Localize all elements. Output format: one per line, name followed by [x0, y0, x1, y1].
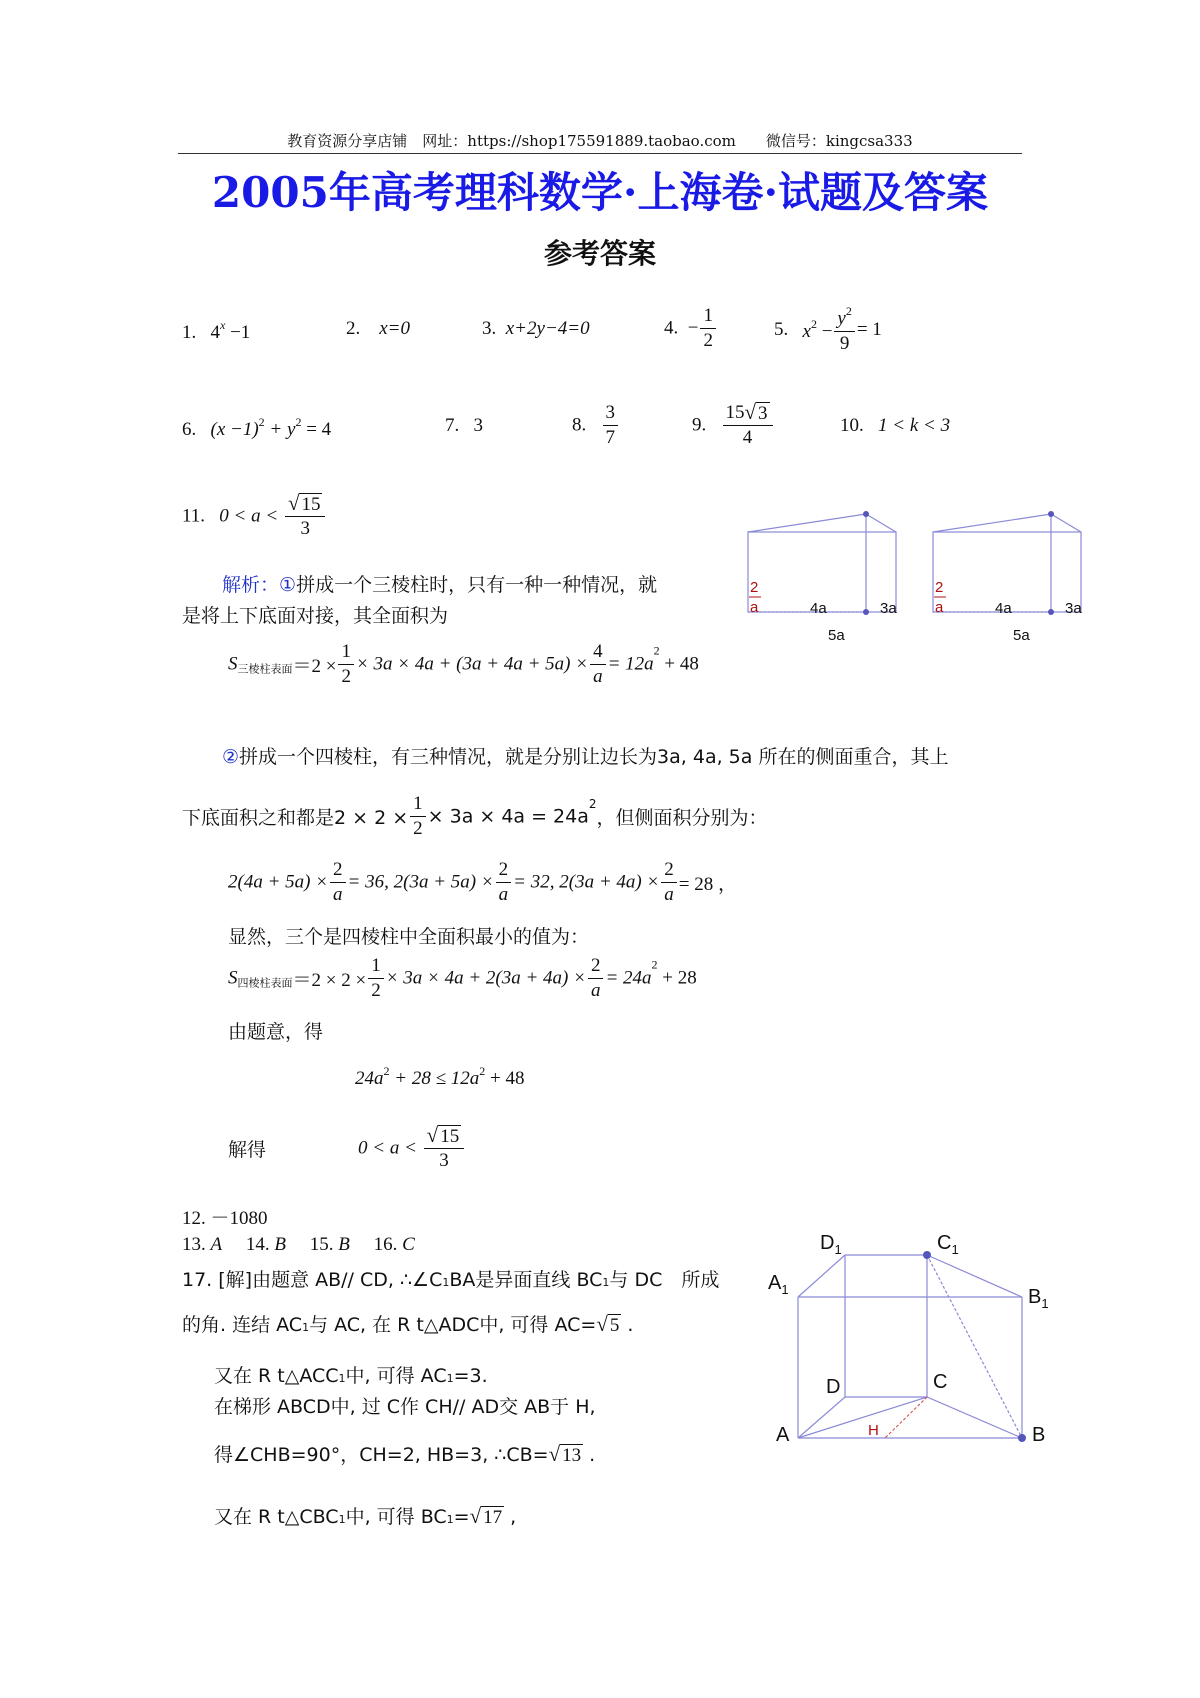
solution11-line4: 下底面积之和都是2 × 2 × $\frac{1}{2}$ × $3a \times 4a = 24a^2$，但侧面积分别为： [182, 793, 768, 839]
label-B: B [1032, 1424, 1046, 1445]
answer-6: 6. $(x -1)^2 + y^2 = 4$ [182, 415, 332, 440]
solution11-line5: 显然，三个是四棱柱中全面积最小的值为： [228, 926, 590, 948]
solution17-line2: 的角. 连结 AC1与 AC, 在 R t△ADC中, 可得 AC= √ 5 . [182, 1312, 634, 1337]
label-C: C [933, 1371, 948, 1393]
answer-12: 12. －1080 [182, 1208, 268, 1229]
label-D: D [826, 1376, 841, 1398]
answer-9: 9. 15 √ 3 4 [692, 401, 775, 450]
answer-4: 4. − $\frac{1}{2}$ [664, 304, 718, 353]
header-text: 教育资源分享店铺 网址：https://shop175591889.taobao.com 微信号：kingcsa333 [287, 132, 913, 150]
prism2-label-a: a [935, 599, 944, 616]
formula-lateral-areas: 2(4a + 5a) × $\frac{2}{a}$ = 36, 2(3a + 5a) × $\frac{2}{a}$ = 32, 2(3a + 4a) × $\frac{2}{a}$ = 28 ， [228, 859, 738, 905]
formula-inequality: $24a^2 + 28 \le 12a^2 + 48$ [355, 1064, 525, 1089]
solution17-line3: 又在 R t△ACC1中, 可得 AC1=3. [214, 1365, 488, 1387]
prism2-label-5a: 5a [1013, 627, 1030, 644]
solution17-line6: 又在 R t△CBC1中, 可得 BC1= √ 17 , [214, 1504, 517, 1529]
label-C1: $C_1$ [937, 1232, 959, 1257]
solution11-line3: ②拼成一个四棱柱，有三种情况，就是分别让边长为3a, 4a, 5a 所在的侧面重合，其上 [222, 746, 949, 768]
formula-solution: 解得 0 < a < √ 15 3 [228, 1124, 466, 1173]
label-A: A [776, 1424, 790, 1445]
prism-figure [740, 500, 1100, 660]
answer-5: 5. $x^2$ − $\frac{y^2}{9}$ = 1 [774, 304, 882, 354]
formula-s-quadrangular-prism: $S_{四棱柱表面}=2 \times 2$ × $\frac{1}{2}$ × 3a × 4a + 2(3a + 4a) × $\frac{2}{a}$ = $24a^2 + 28$ [228, 955, 697, 1001]
label-D1: $D_1$ [820, 1232, 842, 1257]
prism2-label-4a: 4a [995, 600, 1012, 617]
label-H: H [868, 1422, 879, 1439]
solution17-line5: 得∠CHB=90°，CH=2, HB=3, ∴CB= √ 13 . [214, 1442, 596, 1467]
answers-13-16: 13. A 14. B 15. B 16. C [182, 1234, 415, 1255]
solution11-line1: 解析：①拼成一个三棱柱时，只有一种一种情况，就 [222, 574, 658, 596]
solution17-line4: 在梯形 ABCD中, 过 C作 CH// AD交 AB于 H, [214, 1396, 596, 1418]
prism2-label-2: 2 [935, 579, 944, 596]
label-A1: $A_1$ [768, 1272, 789, 1297]
page-subtitle: 参考答案 [543, 237, 656, 270]
page-title: 2005年高考理科数学·上海卷·试题及答案 [211, 168, 989, 217]
solid-figure [760, 1225, 1090, 1445]
answer-3: 3. x+2y−4=0 [482, 318, 590, 339]
answer-1: 1. 4$^x$ −1 [182, 318, 251, 343]
prism1-label-2: 2 [750, 579, 759, 596]
label-B1: $B_1$ [1028, 1286, 1049, 1311]
answer-11: 11. 0 < a < √ 15 3 [182, 492, 327, 541]
formula-s-triangular-prism: $S_{三棱柱表面}=2$ × $\frac{1}{2}$ × 3a × 4a + (3a + 4a + 5a) × $\frac{4}{a}$ = $12a^2 + 48$ [228, 641, 699, 687]
solution11-line6: 由题意，得 [228, 1021, 324, 1043]
header-rule [178, 153, 1022, 154]
answer-8: 8. $\frac{3}{7}$ [572, 401, 620, 450]
prism1-label-5a: 5a [828, 627, 845, 644]
prism1-label-a: a [750, 599, 759, 616]
solution17-line1: 17. [解]由题意 AB// CD, ∴∠C1BA是异面直线 BC1与 DC 所成 [182, 1269, 720, 1291]
solution11-line2: 是将上下底面对接，其全面积为 [182, 605, 449, 627]
prism2-label-3a: 3a [1065, 600, 1082, 617]
prism1-label-3a: 3a [880, 600, 897, 617]
answer-2: 2. x=0 [346, 318, 411, 339]
answer-10: 10. 1 < k < 3 [840, 415, 951, 436]
answer-7: 7. 3 [445, 415, 483, 436]
prism1-label-4a: 4a [810, 600, 827, 617]
